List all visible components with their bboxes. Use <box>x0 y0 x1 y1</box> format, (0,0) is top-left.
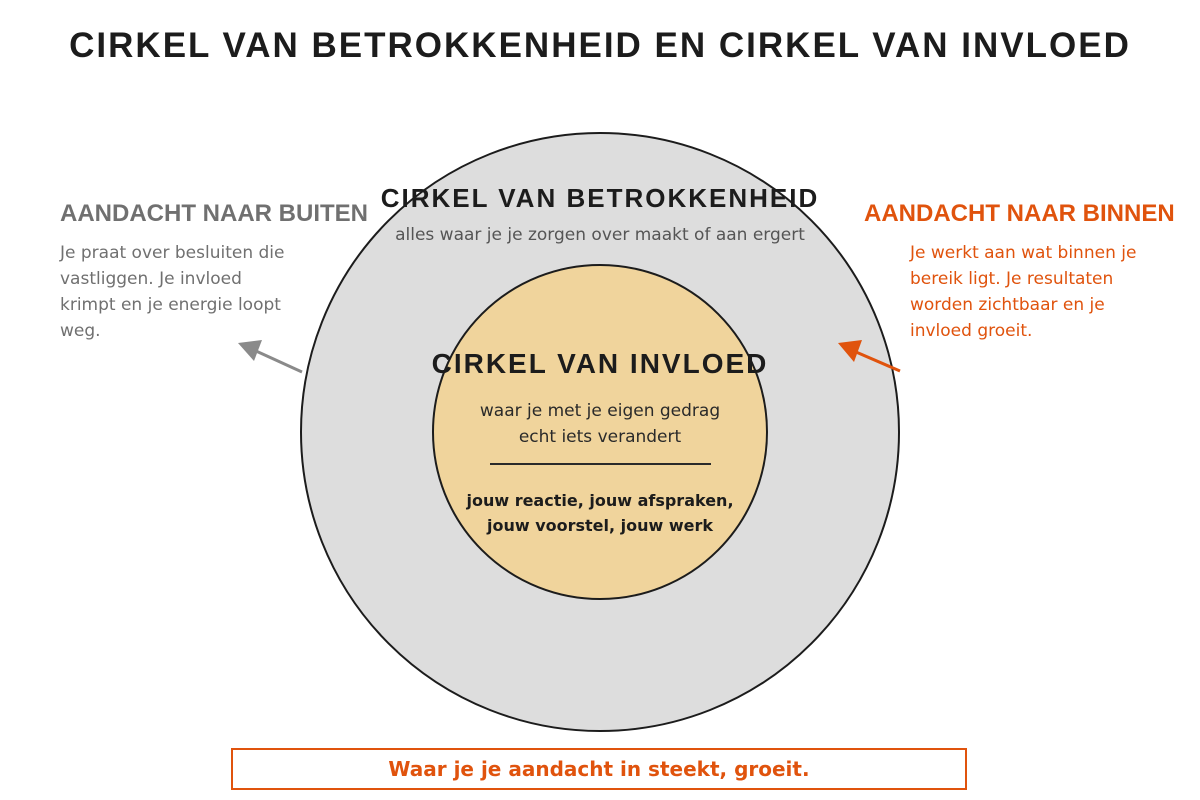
footer-callout <box>231 748 967 790</box>
inner-circle-subtitle <box>440 398 760 450</box>
inner-divider <box>490 463 711 465</box>
left-note-line: vastliggen. Je invloed <box>60 269 242 289</box>
right-note-line: Je werkt aan wat binnen je <box>910 243 1137 263</box>
left-note-line: weg. <box>60 321 101 341</box>
diagram-title: CIRKEL VAN BETROKKENHEID EN CIRKEL VAN INVLOED <box>69 26 1131 65</box>
right-note-text <box>910 240 1150 344</box>
left-note-heading: AANDACHT NAAR BUITEN <box>60 200 368 227</box>
inner-examples-line: jouw voorstel, jouw werk <box>486 516 714 535</box>
left-note-line: Je praat over besluiten die <box>60 243 285 263</box>
inner-circle-examples <box>440 488 760 538</box>
outward-arrow <box>238 340 302 372</box>
left-note-line: krimpt en je energie loopt <box>60 295 281 315</box>
right-note-line: invloed groeit. <box>910 321 1033 341</box>
outer-circle-subtitle: alles waar je je zorgen over maakt of aan ergert <box>395 225 805 245</box>
right-note-line: bereik ligt. Je resultaten <box>910 269 1114 289</box>
outer-circle-heading: CIRKEL VAN BETROKKENHEID <box>380 183 820 213</box>
right-note-line: worden zichtbaar en je <box>910 295 1105 315</box>
left-note-text <box>60 240 300 344</box>
footer-text: Waar je je aandacht in steekt, groeit. <box>388 757 810 781</box>
inner-subtitle-line: waar je met je eigen gedrag <box>479 401 721 421</box>
right-note-heading: AANDACHT NAAR BINNEN <box>864 200 1175 227</box>
inner-circle-heading: CIRKEL VAN INVLOED <box>431 348 769 379</box>
inner-examples-line: jouw reactie, jouw afspraken, <box>466 491 734 510</box>
inner-subtitle-line: echt iets verandert <box>518 427 682 447</box>
